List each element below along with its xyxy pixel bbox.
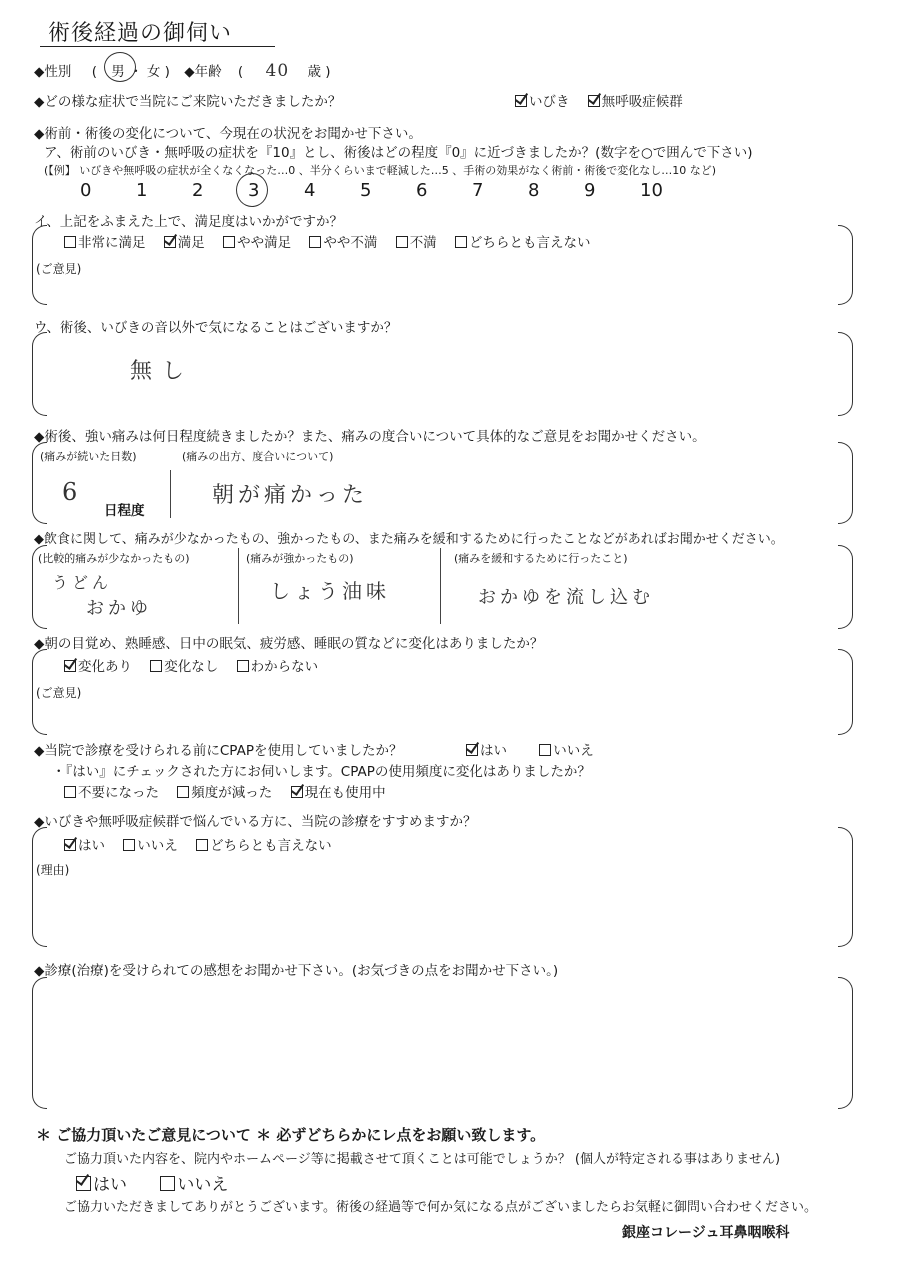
q4-bracket-right (838, 442, 853, 524)
q1-opt2-label: 無呼吸症候群 (601, 94, 683, 110)
clinic-name: 銀座コレージュ耳鼻咽喉科 (622, 1225, 790, 1241)
q2-example: (【例】 いびきや無呼吸の症状が全くなくなった…0 、半分くらいまで軽減した…5 、手術の効果がなく術前・術後で変化なし…10 など) (44, 164, 717, 177)
q8-options (64, 834, 332, 854)
sat-opt-3: やや不満 (323, 235, 378, 251)
q7-sub-opt-0: 不要になった (78, 785, 159, 801)
checkbox-cpap-no[interactable] (539, 744, 551, 756)
q7-options (466, 739, 594, 759)
q6-opt-2: わからない (250, 659, 319, 675)
q8-opt-2: どちらとも言えない (210, 838, 332, 854)
scale-9[interactable]: 9 (584, 180, 596, 201)
age-label: ◆年齢 (184, 64, 222, 80)
q8-bracket-right (838, 827, 853, 947)
q5-col3-label: (痛みを緩和するために行ったこと) (454, 552, 628, 565)
q8-reason-label: (理由) (36, 863, 70, 877)
q5-divider-1 (238, 548, 239, 624)
gender-label: ◆性別 (34, 64, 72, 80)
q7-yes-label: はい (480, 743, 507, 759)
q8-opt-0: はい (78, 838, 105, 854)
checkbox-no-change[interactable] (150, 660, 162, 672)
checkbox-cpap-reduced[interactable] (177, 786, 189, 798)
q5-col1-line2[interactable]: おかゆ (86, 598, 152, 619)
q2-opinion-label: (ご意見) (36, 262, 82, 276)
scale-selection-circle (236, 173, 268, 207)
q4-days-unit: 日程度 (104, 503, 145, 519)
q6-text: ◆朝の目覚め、熟睡感、日中の眠気、疲労感、睡眠の質などに変化はありましたか？ (34, 636, 544, 652)
checkbox-snoring[interactable] (515, 95, 527, 107)
scale-10[interactable]: 10 (640, 180, 663, 201)
q2-sub-a: ア、術前のいびき・無呼吸の症状を『10』とし、術後はどの程度『0』に近づきましたか？(数字を○で囲んで下さい) (44, 145, 753, 161)
checkbox-consent-no[interactable] (160, 1176, 175, 1191)
checkbox-neutral[interactable] (455, 236, 467, 248)
sat-opt-2: やや満足 (237, 235, 292, 251)
scale-6[interactable]: 6 (416, 180, 428, 201)
satisfaction-options (64, 231, 590, 251)
q7-sub: ・『はい』にチェックされた方にお伺いします。CPAPの使用頻度に変化はありましたか？ (52, 764, 591, 780)
q5-col2-label: (痛みが強かったもの) (246, 552, 354, 565)
satisfaction-bracket-right (838, 225, 853, 305)
checkbox-somewhat-satisfied[interactable] (223, 236, 235, 248)
q4-detail-label: (痛みの出方、度合いについて) (182, 450, 334, 463)
q4-text: ◆術後、強い痛みは何日程度続きましたか？また、痛みの度合いについて具体的なご意見をお聞かせください。 (34, 429, 706, 445)
scale-5[interactable]: 5 (360, 180, 372, 201)
q6-opt-0: 変化あり (78, 659, 132, 675)
checkbox-sleep-apnea[interactable] (588, 95, 600, 107)
q6-options (64, 655, 318, 675)
q6-bracket-right (838, 649, 853, 735)
sat-opt-4: 不満 (409, 235, 437, 251)
footer-thanks: ご協力いただきましてありがとうございます。術後の経過等で何か気になる点がございましたらお気軽に御問い合わせください。 (64, 1200, 817, 1215)
q2-sub-i: イ、上記をふまえた上で、満足度はいかがですか？ (34, 214, 344, 230)
checkbox-cpap-unneeded[interactable] (64, 786, 76, 798)
q3-bracket-right (838, 332, 853, 416)
page-title: 術後経過の御伺い (48, 21, 233, 46)
q1-opt1-label: いびき (529, 94, 570, 110)
checkbox-dissatisfied[interactable] (396, 236, 408, 248)
checkbox-cpap-yes[interactable] (466, 744, 478, 756)
footer-heading: ＊ ご協力頂いたご意見について ＊ 必ずどちらかにレ点をお願い致します。 (36, 1126, 546, 1144)
q5-col2-value[interactable]: しょう油味 (270, 579, 390, 603)
gender-male[interactable]: 男 (111, 64, 125, 80)
checkbox-cpap-still-using[interactable] (291, 786, 303, 798)
q4-divider (170, 470, 171, 518)
q5-col1-label: (比較的痛みが少なかったもの) (38, 552, 190, 565)
gender-female[interactable]: 女 (146, 64, 161, 80)
q2-text: ◆術前・術後の変化について、今現在の状況をお聞かせ下さい。 (34, 126, 422, 142)
checkbox-changed[interactable] (64, 660, 76, 672)
checkbox-recommend-neutral[interactable] (196, 839, 208, 851)
sat-opt-1: 満足 (177, 235, 205, 251)
checkbox-recommend-yes[interactable] (64, 839, 76, 851)
scale-7[interactable]: 7 (472, 180, 484, 201)
q7-sub-opt-2: 現在も使用中 (304, 785, 386, 801)
q7-sub-opt-1: 頻度が減った (191, 785, 273, 801)
q3-bracket-left (32, 332, 47, 416)
scale-2[interactable]: 2 (192, 180, 204, 201)
q4-days-value[interactable]: 6 (62, 478, 82, 506)
scale-8[interactable]: 8 (528, 180, 540, 201)
checkbox-recommend-no[interactable] (123, 839, 135, 851)
scale-4[interactable]: 4 (304, 180, 316, 201)
age-value[interactable]: 40 (265, 61, 290, 81)
scale-3[interactable]: 3 (248, 180, 260, 201)
q7-sub-options (64, 781, 386, 801)
q9-bracket-right (838, 977, 853, 1109)
q1-options (515, 90, 683, 110)
q8-opt-1: いいえ (137, 838, 178, 854)
footer-consent-options (76, 1170, 228, 1195)
q7-text: ◆当院で診療を受けられる前にCPAPを使用していましたか？ (34, 743, 403, 759)
sat-opt-0: 非常に満足 (78, 235, 146, 251)
q3-text: ウ、術後、いびきの音以外で気になることはございますか？ (34, 320, 398, 336)
title-underline (40, 46, 275, 47)
footer-yes-label: はい (93, 1175, 127, 1195)
checkbox-very-satisfied[interactable] (64, 236, 76, 248)
q9-text: ◆診療(治療)を受けられての感想をお聞かせ下さい。(お気づきの点をお聞かせ下さい。) (34, 963, 559, 979)
q5-col3-value[interactable]: おかゆを流し込む (478, 587, 654, 608)
q4-days-label: (痛みが続いた日数) (40, 450, 137, 463)
scale-1[interactable]: 1 (136, 180, 148, 201)
q4-detail-value[interactable]: 朝が痛かった (212, 483, 369, 508)
footer-question: ご協力頂いた内容を、院内やホームページ等に掲載させて頂くことは可能でしょうか？ (個人が特定される事はありません) (64, 1152, 781, 1167)
q3-answer[interactable]: 無し (130, 359, 195, 384)
q5-divider-2 (440, 548, 441, 624)
footer-no-label: いいえ (177, 1175, 229, 1195)
checkbox-unknown[interactable] (237, 660, 249, 672)
q6-opinion-label: (ご意見) (36, 686, 82, 700)
q9-bracket-left (32, 977, 47, 1109)
checkbox-somewhat-dissatisfied[interactable] (309, 236, 321, 248)
improvement-scale (80, 180, 696, 201)
male-selection-circle (104, 52, 136, 82)
profile-row: ◆性別 ( 男 ・ 女 ) ◆年齢 ( 40 歳 ) (34, 61, 331, 81)
q8-text: ◆いびきや無呼吸症候群で悩んでいる方に、当院の診療をすすめますか？ (34, 814, 477, 830)
q5-text: ◆飲食に関して、痛みが少なかったもの、強かったもの、また痛みを緩和するために行ったことなどがあればお聞かせください。 (34, 532, 784, 547)
sat-opt-5: どちらとも言えない (468, 235, 591, 251)
q5-bracket-right (838, 545, 853, 629)
age-unit: 歳 (307, 64, 321, 80)
q7-no-label: いいえ (553, 743, 594, 759)
scale-0[interactable]: 0 (80, 180, 92, 201)
q6-opt-1: 変化なし (164, 659, 219, 675)
checkbox-satisfied[interactable] (164, 236, 176, 248)
checkbox-consent-yes[interactable] (76, 1176, 91, 1191)
q5-col1-line1[interactable]: うどん (52, 573, 113, 592)
q8-bracket-left (32, 827, 47, 947)
q1-text: ◆どの様な症状で当院にご来院いただきましたか？ (34, 94, 342, 110)
